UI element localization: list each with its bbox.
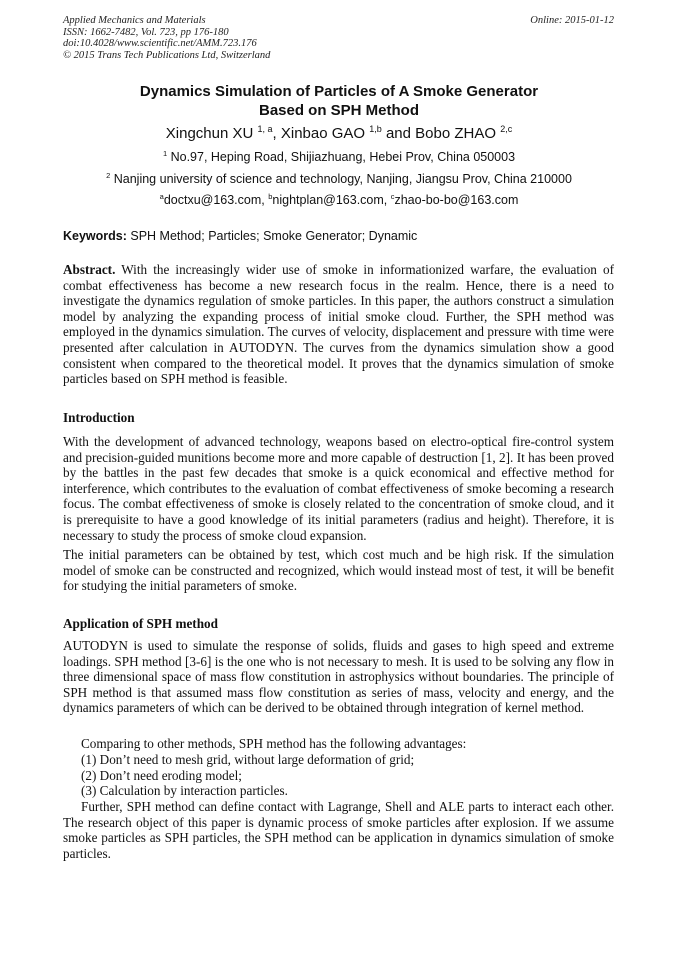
online-date: Online: 2015-01-12 bbox=[530, 15, 614, 26]
sph-paragraph-2: Further, SPH method can define contact with Lagrange, Shell and ALE parts to interact each other. The research object of this paper is dynamic process of smoke particles after explosion. If we assume smoke particles as SPH particles, the SPH method can be application in dynamics simulation of smoke particles. bbox=[63, 799, 614, 861]
author-list bbox=[0, 125, 678, 143]
affiliation-marker: 1 bbox=[162, 148, 168, 158]
email-address: zhao-bo-bo@163.com bbox=[394, 193, 519, 207]
email-marker: b bbox=[268, 191, 273, 201]
keywords-label: Keywords: bbox=[63, 229, 127, 243]
author-name: Xinbao GAO bbox=[280, 125, 366, 142]
author-separator: and bbox=[381, 125, 416, 142]
keywords-text: SPH Method; Particles; Smoke Generator; Dynamic bbox=[126, 229, 418, 243]
doi-line: doi:10.4028/www.scientific.net/AMM.723.176 bbox=[63, 38, 257, 49]
sph-paragraph-1: AUTODYN is used to simulate the response of solids, fluids and gases to high speed and extreme loadings. SPH method [3-6] is the one who is not necessary to mesh. It is used to be solving any flow in three dimensional space of mass flow constitution in astrophysics without boundaries. The principle of SPH method is that assumed mass flow constitution as series of mass, velocity and energy, and the dynamics parameters of which can be derived to be obtained through integration of kernel method. bbox=[63, 638, 614, 716]
email-marker: c bbox=[390, 191, 395, 201]
abstract-label: Abstract. bbox=[63, 262, 116, 277]
issn-line: ISSN: 1662-7482, Vol. 723, pp 176-180 bbox=[63, 26, 229, 38]
introduction-paragraph-1: With the development of advanced technology, weapons based on electro-optical fire-control system and precision-guided munitions become more and more capable of destruction [1, 2]. It has been proved by the battles in the past few decades that smoke is a quick economical and effective method for interference, which contributes to the evaluation of combat effectiveness of smoke becoming a research focus. The combat effectiveness of smoke is closely related to the concentration of smoke cloud, and it is prerequisite to have a good knowledge of its initial parameters (radius and height). Therefore, it is necessary to study the process of smoke cloud expansion. bbox=[63, 434, 614, 543]
journal-name: Applied Mechanics and Materials bbox=[63, 15, 206, 26]
email-address: doctxu@163.com, bbox=[163, 193, 269, 207]
copyright-line: © 2015 Trans Tech Publications Ltd, Switzerland bbox=[63, 49, 271, 61]
keywords-line bbox=[63, 229, 417, 244]
email-address: nightplan@163.com, bbox=[272, 193, 391, 207]
sph-heading: Application of SPH method bbox=[63, 616, 218, 631]
introduction-paragraph-2: The initial parameters can be obtained by test, which cost much and be high risk. If the simulation model of smoke can be constructed and recognized, which would instead most of test, it will be benefit for studying the initial parameters of smoke. bbox=[63, 547, 614, 594]
abstract-text: With the increasingly wider use of smoke in informationized warfare, the evaluation of combat effectiveness has become a new research focus in the realm. Hence, there is a need to investigate the dynamics regulation of smoke particles. In this paper, the authors construct a simulation model by analyzing the expanding process of initial smoke cloud. Further, the SPH method was employed in the dynamics simulation. The curves of velocity, displacement and pressure with time were presented after calculation in AUTODYN. The curves from the dynamics simulation show a good consistent when compared to the theoretical model. It proves that the dynamics simulation of smoke particles based on SPH method is feasible. bbox=[63, 262, 614, 387]
sph-list-item: (1) Don’t need to mesh grid, without large deformation of grid; bbox=[81, 752, 415, 767]
sph-list-item: (3) Calculation by interaction particles. bbox=[81, 783, 288, 798]
email-marker: a bbox=[159, 191, 164, 201]
author-name: Bobo ZHAO bbox=[415, 125, 497, 142]
author-name: Xingchun XU bbox=[165, 125, 254, 142]
author-superscript: 1,b bbox=[369, 124, 382, 134]
introduction-heading: Introduction bbox=[63, 410, 135, 425]
affiliation-1 bbox=[0, 150, 678, 165]
abstract-paragraph bbox=[63, 262, 614, 387]
title-line-1: Dynamics Simulation of Particles of A Smoke Generator bbox=[139, 83, 539, 100]
affiliation-text: No.97, Heping Road, Shijiazhuang, Hebei Prov, China 050003 bbox=[170, 150, 516, 164]
affiliation-marker: 2 bbox=[106, 170, 111, 180]
affiliation-text: Nanjing university of science and technology, Nanjing, Jiangsu Prov, China 210000 bbox=[113, 172, 572, 186]
author-separator: , bbox=[272, 125, 281, 142]
author-superscript: 1, a bbox=[257, 124, 273, 134]
affiliation-2 bbox=[0, 172, 678, 187]
paper-title bbox=[0, 82, 678, 120]
journal-header bbox=[63, 15, 270, 61]
sph-list-item: (2) Don’t need eroding model; bbox=[81, 768, 242, 783]
title-line-2: Based on SPH Method bbox=[258, 102, 419, 119]
email-list bbox=[0, 193, 678, 208]
sph-list-intro: Comparing to other methods, SPH method has the following advantages: bbox=[81, 736, 467, 751]
author-superscript: 2,c bbox=[500, 124, 513, 134]
